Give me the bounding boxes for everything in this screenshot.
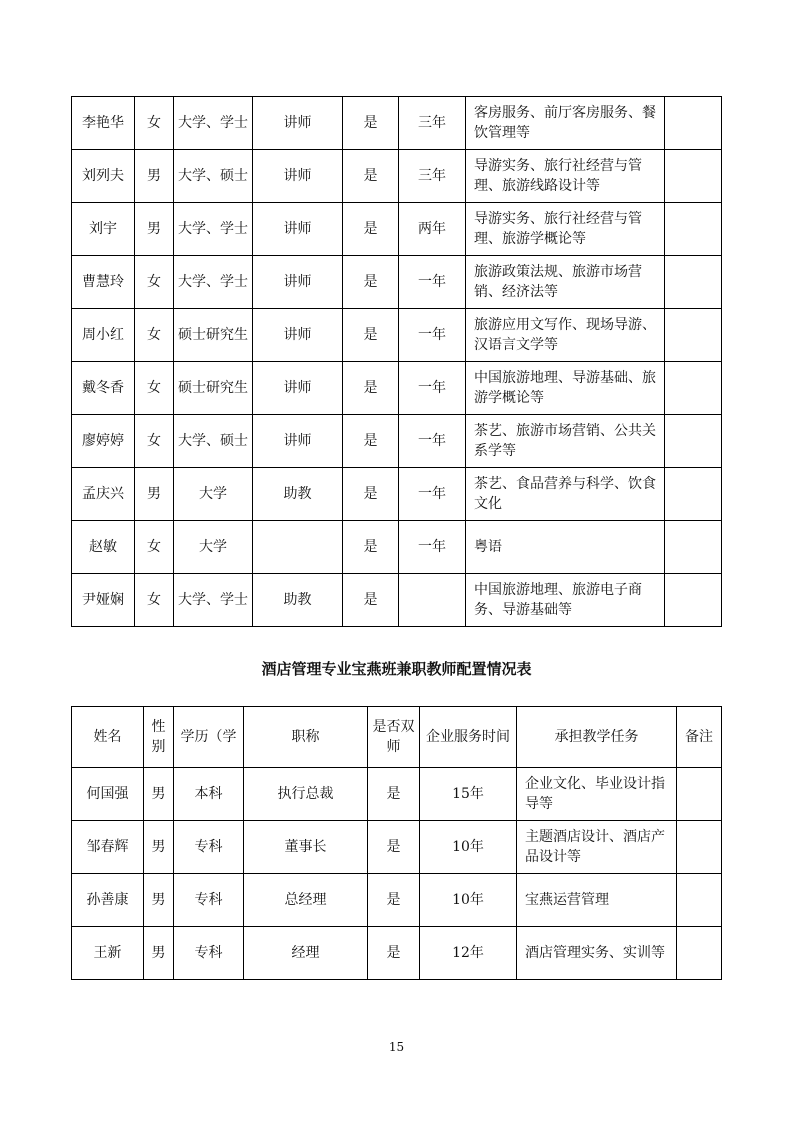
cell-service: 12年 (420, 927, 517, 980)
cell-note (665, 415, 722, 468)
cell-dual: 是 (368, 821, 420, 874)
cell-task: 中国旅游地理、导游基础、旅游学概论等 (466, 362, 665, 415)
table-title: 酒店管理专业宝燕班兼职教师配置情况表 (261, 660, 532, 678)
cell-task: 茶艺、食品营养与科学、饮食文化 (466, 468, 665, 521)
cell-gender: 男 (144, 768, 174, 821)
table-header-row (72, 707, 722, 768)
header-name: 姓名 (72, 707, 144, 768)
table-row (72, 468, 722, 521)
cell-task: 企业文化、毕业设计指导等 (517, 768, 677, 821)
cell-name: 王新 (72, 927, 144, 980)
cell-dual: 是 (343, 521, 399, 574)
cell-dual: 是 (343, 468, 399, 521)
cell-service: 一年 (399, 415, 466, 468)
cell-title: 助教 (253, 468, 343, 521)
cell-dual: 是 (343, 256, 399, 309)
table-row (72, 768, 722, 821)
cell-title: 助教 (253, 574, 343, 627)
cell-education: 专科 (174, 927, 244, 980)
cell-title: 讲师 (253, 415, 343, 468)
cell-gender: 男 (144, 874, 174, 927)
cell-education: 大学、学士 (174, 256, 253, 309)
cell-gender: 女 (135, 256, 174, 309)
cell-note (677, 874, 722, 927)
cell-education: 本科 (174, 768, 244, 821)
cell-title: 讲师 (253, 256, 343, 309)
cell-gender: 女 (135, 521, 174, 574)
cell-dual: 是 (343, 97, 399, 150)
cell-gender: 女 (135, 415, 174, 468)
cell-name: 刘宇 (72, 203, 135, 256)
header-note: 备注 (677, 707, 722, 768)
table-row (72, 362, 722, 415)
cell-title: 讲师 (253, 362, 343, 415)
cell-dual: 是 (343, 415, 399, 468)
cell-note (665, 521, 722, 574)
cell-gender: 男 (144, 821, 174, 874)
cell-gender: 女 (135, 574, 174, 627)
cell-task: 客房服务、前厅客房服务、餐饮管理等 (466, 97, 665, 150)
header-dual: 是否双师 (368, 707, 420, 768)
cell-service: 10年 (420, 821, 517, 874)
cell-dual: 是 (343, 362, 399, 415)
header-service: 企业服务时间 (420, 707, 517, 768)
cell-service (399, 574, 466, 627)
table-row (72, 574, 722, 627)
table-row (72, 927, 722, 980)
cell-title: 经理 (244, 927, 368, 980)
cell-service: 两年 (399, 203, 466, 256)
cell-title: 执行总裁 (244, 768, 368, 821)
cell-education: 大学、硕士 (174, 150, 253, 203)
cell-dual: 是 (343, 574, 399, 627)
table-row (72, 309, 722, 362)
table-row (72, 256, 722, 309)
cell-name: 曹慧玲 (72, 256, 135, 309)
cell-task: 导游实务、旅行社经营与管理、旅游学概论等 (466, 203, 665, 256)
cell-note (665, 362, 722, 415)
header-task: 承担教学任务 (517, 707, 677, 768)
cell-education: 硕士研究生 (174, 309, 253, 362)
cell-service: 一年 (399, 468, 466, 521)
cell-task: 茶艺、旅游市场营销、公共关系学等 (466, 415, 665, 468)
cell-task: 宝燕运营管理 (517, 874, 677, 927)
cell-dual: 是 (343, 203, 399, 256)
cell-dual: 是 (343, 150, 399, 203)
cell-gender: 女 (135, 362, 174, 415)
cell-name: 何国强 (72, 768, 144, 821)
cell-name: 戴冬香 (72, 362, 135, 415)
cell-title: 总经理 (244, 874, 368, 927)
cell-task: 旅游政策法规、旅游市场营销、经济法等 (466, 256, 665, 309)
cell-service: 三年 (399, 150, 466, 203)
cell-task: 旅游应用文写作、现场导游、汉语言文学等 (466, 309, 665, 362)
part-time-faculty-table (71, 706, 722, 980)
cell-gender: 男 (135, 203, 174, 256)
cell-gender: 女 (135, 309, 174, 362)
table-row (72, 150, 722, 203)
cell-gender: 男 (135, 468, 174, 521)
cell-name: 李艳华 (72, 97, 135, 150)
cell-task: 主题酒店设计、酒店产品设计等 (517, 821, 677, 874)
cell-note (665, 150, 722, 203)
table-row (72, 203, 722, 256)
cell-education: 硕士研究生 (174, 362, 253, 415)
table-row (72, 821, 722, 874)
cell-education: 大学 (174, 521, 253, 574)
cell-title: 讲师 (253, 150, 343, 203)
cell-education: 大学、学士 (174, 97, 253, 150)
cell-gender: 男 (144, 927, 174, 980)
cell-note (677, 768, 722, 821)
cell-education: 大学、学士 (174, 574, 253, 627)
cell-education: 大学 (174, 468, 253, 521)
cell-education: 大学、学士 (174, 203, 253, 256)
cell-gender: 男 (135, 150, 174, 203)
cell-note (665, 468, 722, 521)
cell-name: 廖婷婷 (72, 415, 135, 468)
faculty-table-continued (71, 96, 722, 627)
table-row (72, 415, 722, 468)
cell-dual: 是 (343, 309, 399, 362)
cell-name: 邹春辉 (72, 821, 144, 874)
cell-note (665, 309, 722, 362)
cell-education: 专科 (174, 874, 244, 927)
cell-title: 讲师 (253, 203, 343, 256)
cell-note (665, 256, 722, 309)
header-gender: 性别 (144, 707, 174, 768)
cell-gender: 女 (135, 97, 174, 150)
cell-service: 一年 (399, 309, 466, 362)
cell-task: 粤语 (466, 521, 665, 574)
cell-note (665, 203, 722, 256)
page-number: 15 (388, 1040, 405, 1054)
header-title: 职称 (244, 707, 368, 768)
cell-name: 赵敏 (72, 521, 135, 574)
cell-education: 专科 (174, 821, 244, 874)
cell-title (253, 521, 343, 574)
cell-task: 中国旅游地理、旅游电子商务、导游基础等 (466, 574, 665, 627)
cell-service: 一年 (399, 362, 466, 415)
cell-note (677, 927, 722, 980)
cell-service: 15年 (420, 768, 517, 821)
cell-name: 周小红 (72, 309, 135, 362)
cell-dual: 是 (368, 768, 420, 821)
cell-name: 孙善康 (72, 874, 144, 927)
table-row (72, 521, 722, 574)
cell-name: 刘列夫 (72, 150, 135, 203)
cell-dual: 是 (368, 927, 420, 980)
table-row (72, 874, 722, 927)
cell-name: 尹娅娴 (72, 574, 135, 627)
cell-service: 一年 (399, 521, 466, 574)
cell-note (665, 97, 722, 150)
cell-title: 讲师 (253, 97, 343, 150)
cell-title: 讲师 (253, 309, 343, 362)
cell-title: 董事长 (244, 821, 368, 874)
cell-task: 酒店管理实务、实训等 (517, 927, 677, 980)
cell-service: 10年 (420, 874, 517, 927)
cell-task: 导游实务、旅行社经营与管理、旅游线路设计等 (466, 150, 665, 203)
cell-dual: 是 (368, 874, 420, 927)
cell-name: 孟庆兴 (72, 468, 135, 521)
header-education: 学历（学 (174, 707, 244, 768)
cell-service: 一年 (399, 256, 466, 309)
cell-note (677, 821, 722, 874)
table-row (72, 97, 722, 150)
cell-service: 三年 (399, 97, 466, 150)
cell-education: 大学、硕士 (174, 415, 253, 468)
cell-note (665, 574, 722, 627)
